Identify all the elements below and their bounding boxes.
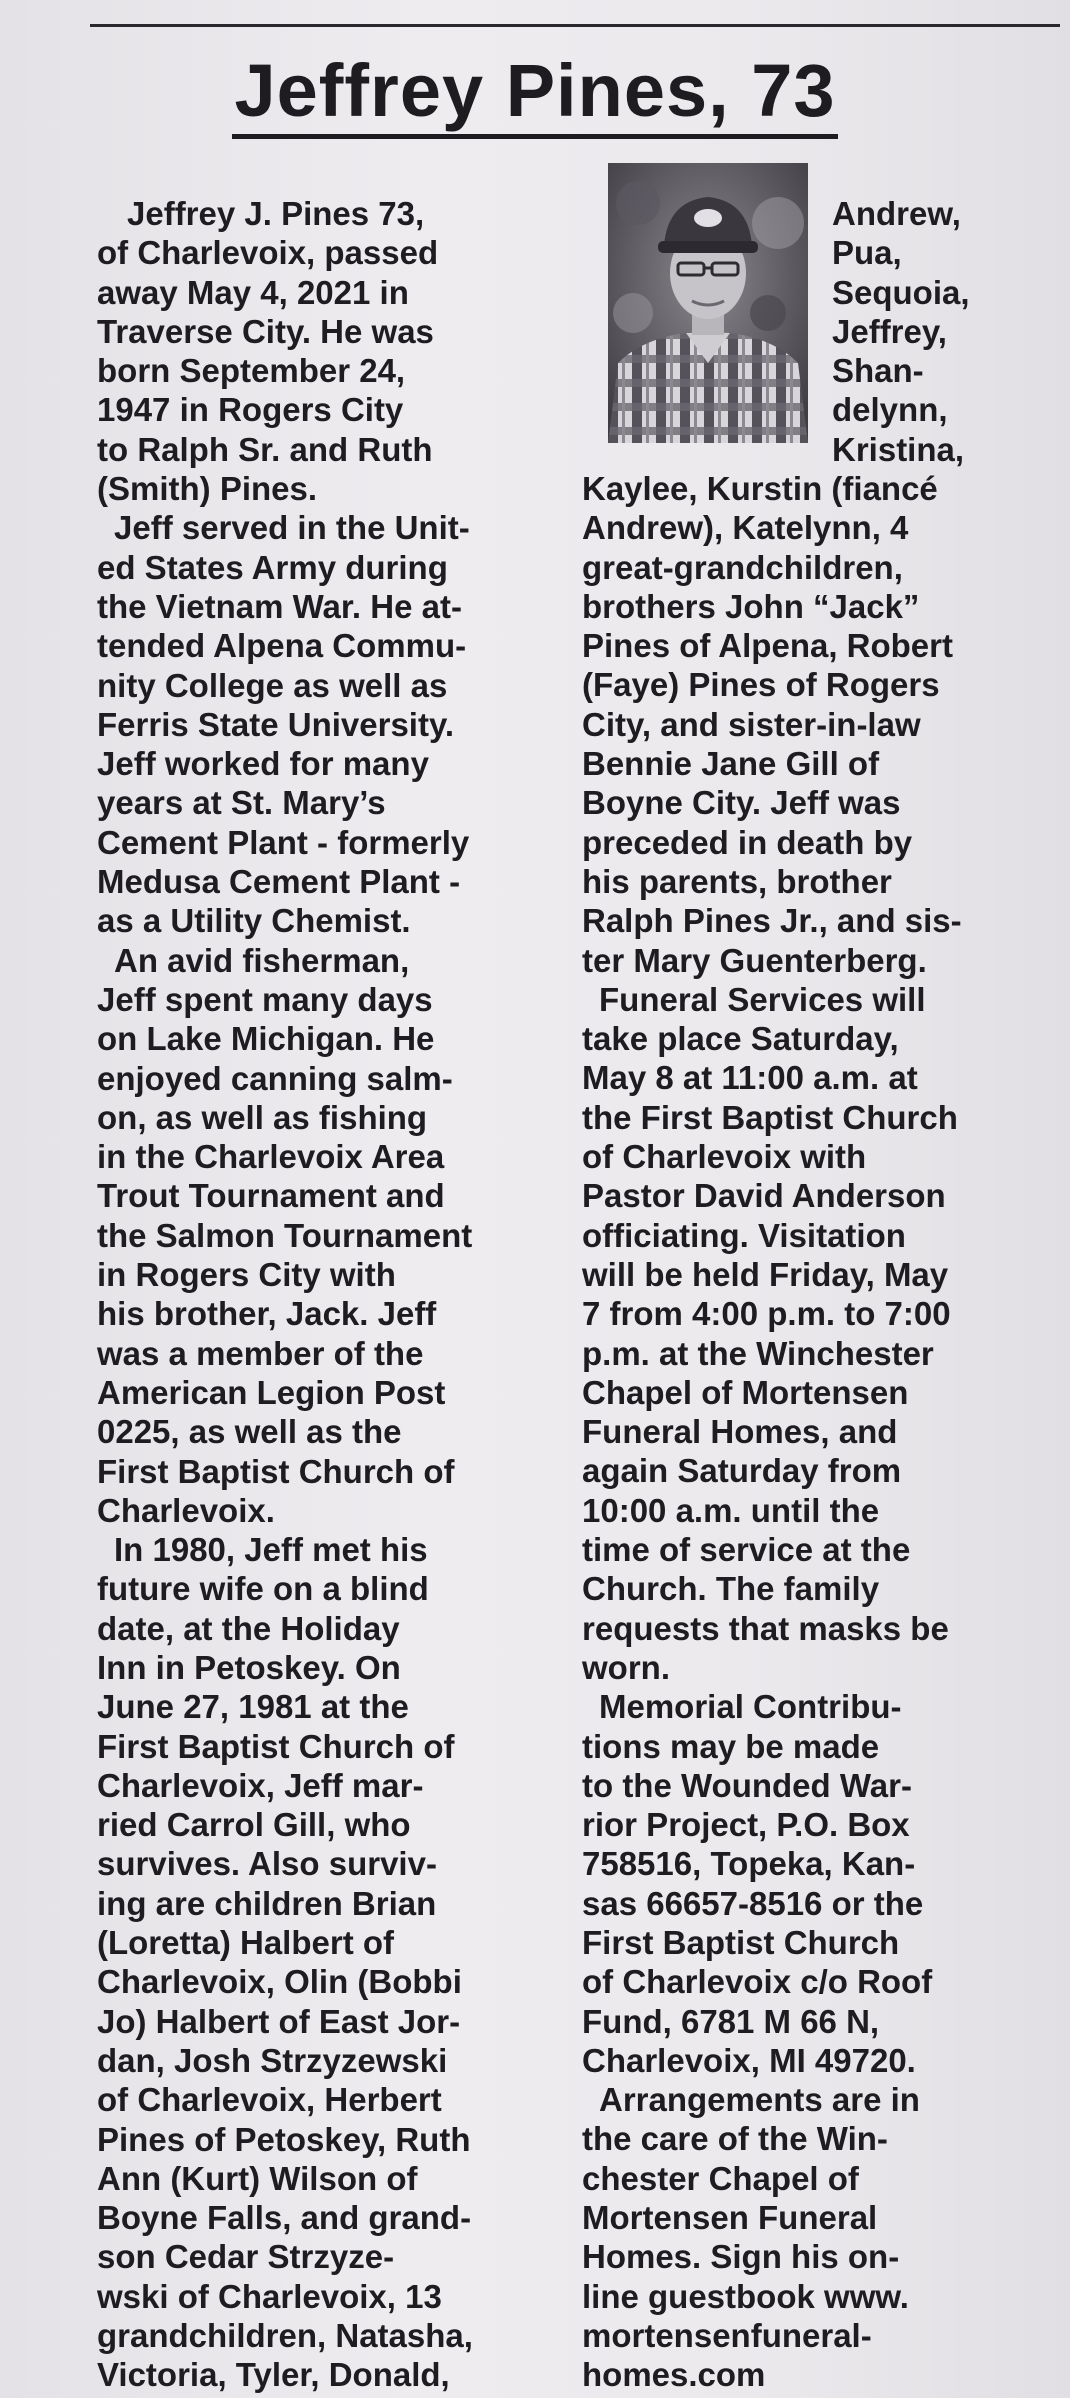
portrait-photo — [608, 163, 808, 443]
portrait-image — [608, 163, 808, 443]
paragraph-birth: Jeffrey J. Pines 73, of Charlevoix, passed away May 4, 2021 in Traverse City. He was born September 24, 1947 in Rogers City to Ralph Sr. and Ruth (Smith) Pines. — [97, 195, 439, 508]
paragraph-arrangements: Arrangements are in the care of the Win- chester Chapel of Mortensen Funeral Homes. Sign his on- line guestbook www. mortensenfuneral- homes.com — [582, 2081, 920, 2394]
obituary-headline: Jeffrey Pines, 73 — [232, 49, 837, 139]
paragraph-family: In 1980, Jeff met his future wife on a blind date, at the Holiday Inn in Petoskey. On June 27, 1981 at the First Baptist Church of Charlevoix, Jeff mar- ried Carrol Gill, who survives. Also surviv- ing are children Brian (Loretta) Halbert of Charlevoix, Olin (Bobbi Jo) Halbert of East Jor- dan, Josh Strzyzewski of Charlevoix, Herbert Pines of Petoskey, Ruth Ann (Kurt) Wilson of Boyne Falls, and grand- son Cedar Strzyze- wski of Charlevoix, 13 grandchildren, Natasha, Victoria, Tyler, Donald, — [97, 1531, 473, 2394]
paragraph-grandchildren-start: Andrew, Pua, Sequoia, Jeffrey, Shan- delynn, Kristina, — [832, 195, 970, 468]
right-column-beside-photo — [832, 194, 1032, 469]
paragraph-funeral-services: Funeral Services will take place Saturday, May 8 at 11:00 a.m. at the First Baptist Church of Charlevoix with Pastor David Anderson officiating. Visitation will be held Friday, May 7 from 4:00 p.m. to 7:00 p.m. at the Winchester Chapel of Mortensen Funeral Homes, and again Saturday from 10:00 a.m. until the time of service at the Church. The family requests that masks be worn. — [582, 980, 958, 1686]
paragraph-service: Jeff served in the Unit- ed States Army during the Vietnam War. He at- tended Alpena Commu- nity College as well as Ferris State University. Jeff worked for many years at St. Mary’s Cement Plant - formerly Medusa Cement Plant - as a Utility Chemist. — [97, 509, 470, 940]
left-column — [97, 194, 547, 2395]
paragraph-memorial-contributions: Memorial Contribu- tions may be made to the Wounded War- rior Project, P.O. Box 758516, Topeka, Kan- sas 66657-8516 or the First Baptist Church of Charlevoix c/o Roof Fund, 6781 M 66 N, Charlevoix, MI 49720. — [582, 1688, 933, 2079]
top-divider — [90, 24, 1060, 27]
paragraph-survivors: Kaylee, Kurstin (fiancé Andrew), Katelynn, 4 great-grandchildren, brothers John “Jack” Pines of Alpena, Robert (Faye) Pines of Rogers City, and sister-in-law Bennie Jane Gill of Boyne City. Jeff was preceded in death by his parents, brother Ralph Pines Jr., and sis- ter Mary Guenterberg. — [582, 470, 962, 979]
right-column — [582, 469, 1032, 2395]
headline-container — [0, 49, 1070, 132]
paragraph-fishing: An avid fisherman, Jeff spent many days on Lake Michigan. He enjoyed canning salm- on, as well as fishing in the Charlevoix Area Trout Tournament and the Salmon Tournament in Rogers City with his brother, Jack. Jeff was a member of the American Legion Post 0225, as well as the First Baptist Church of Charlevoix. — [97, 941, 473, 1529]
